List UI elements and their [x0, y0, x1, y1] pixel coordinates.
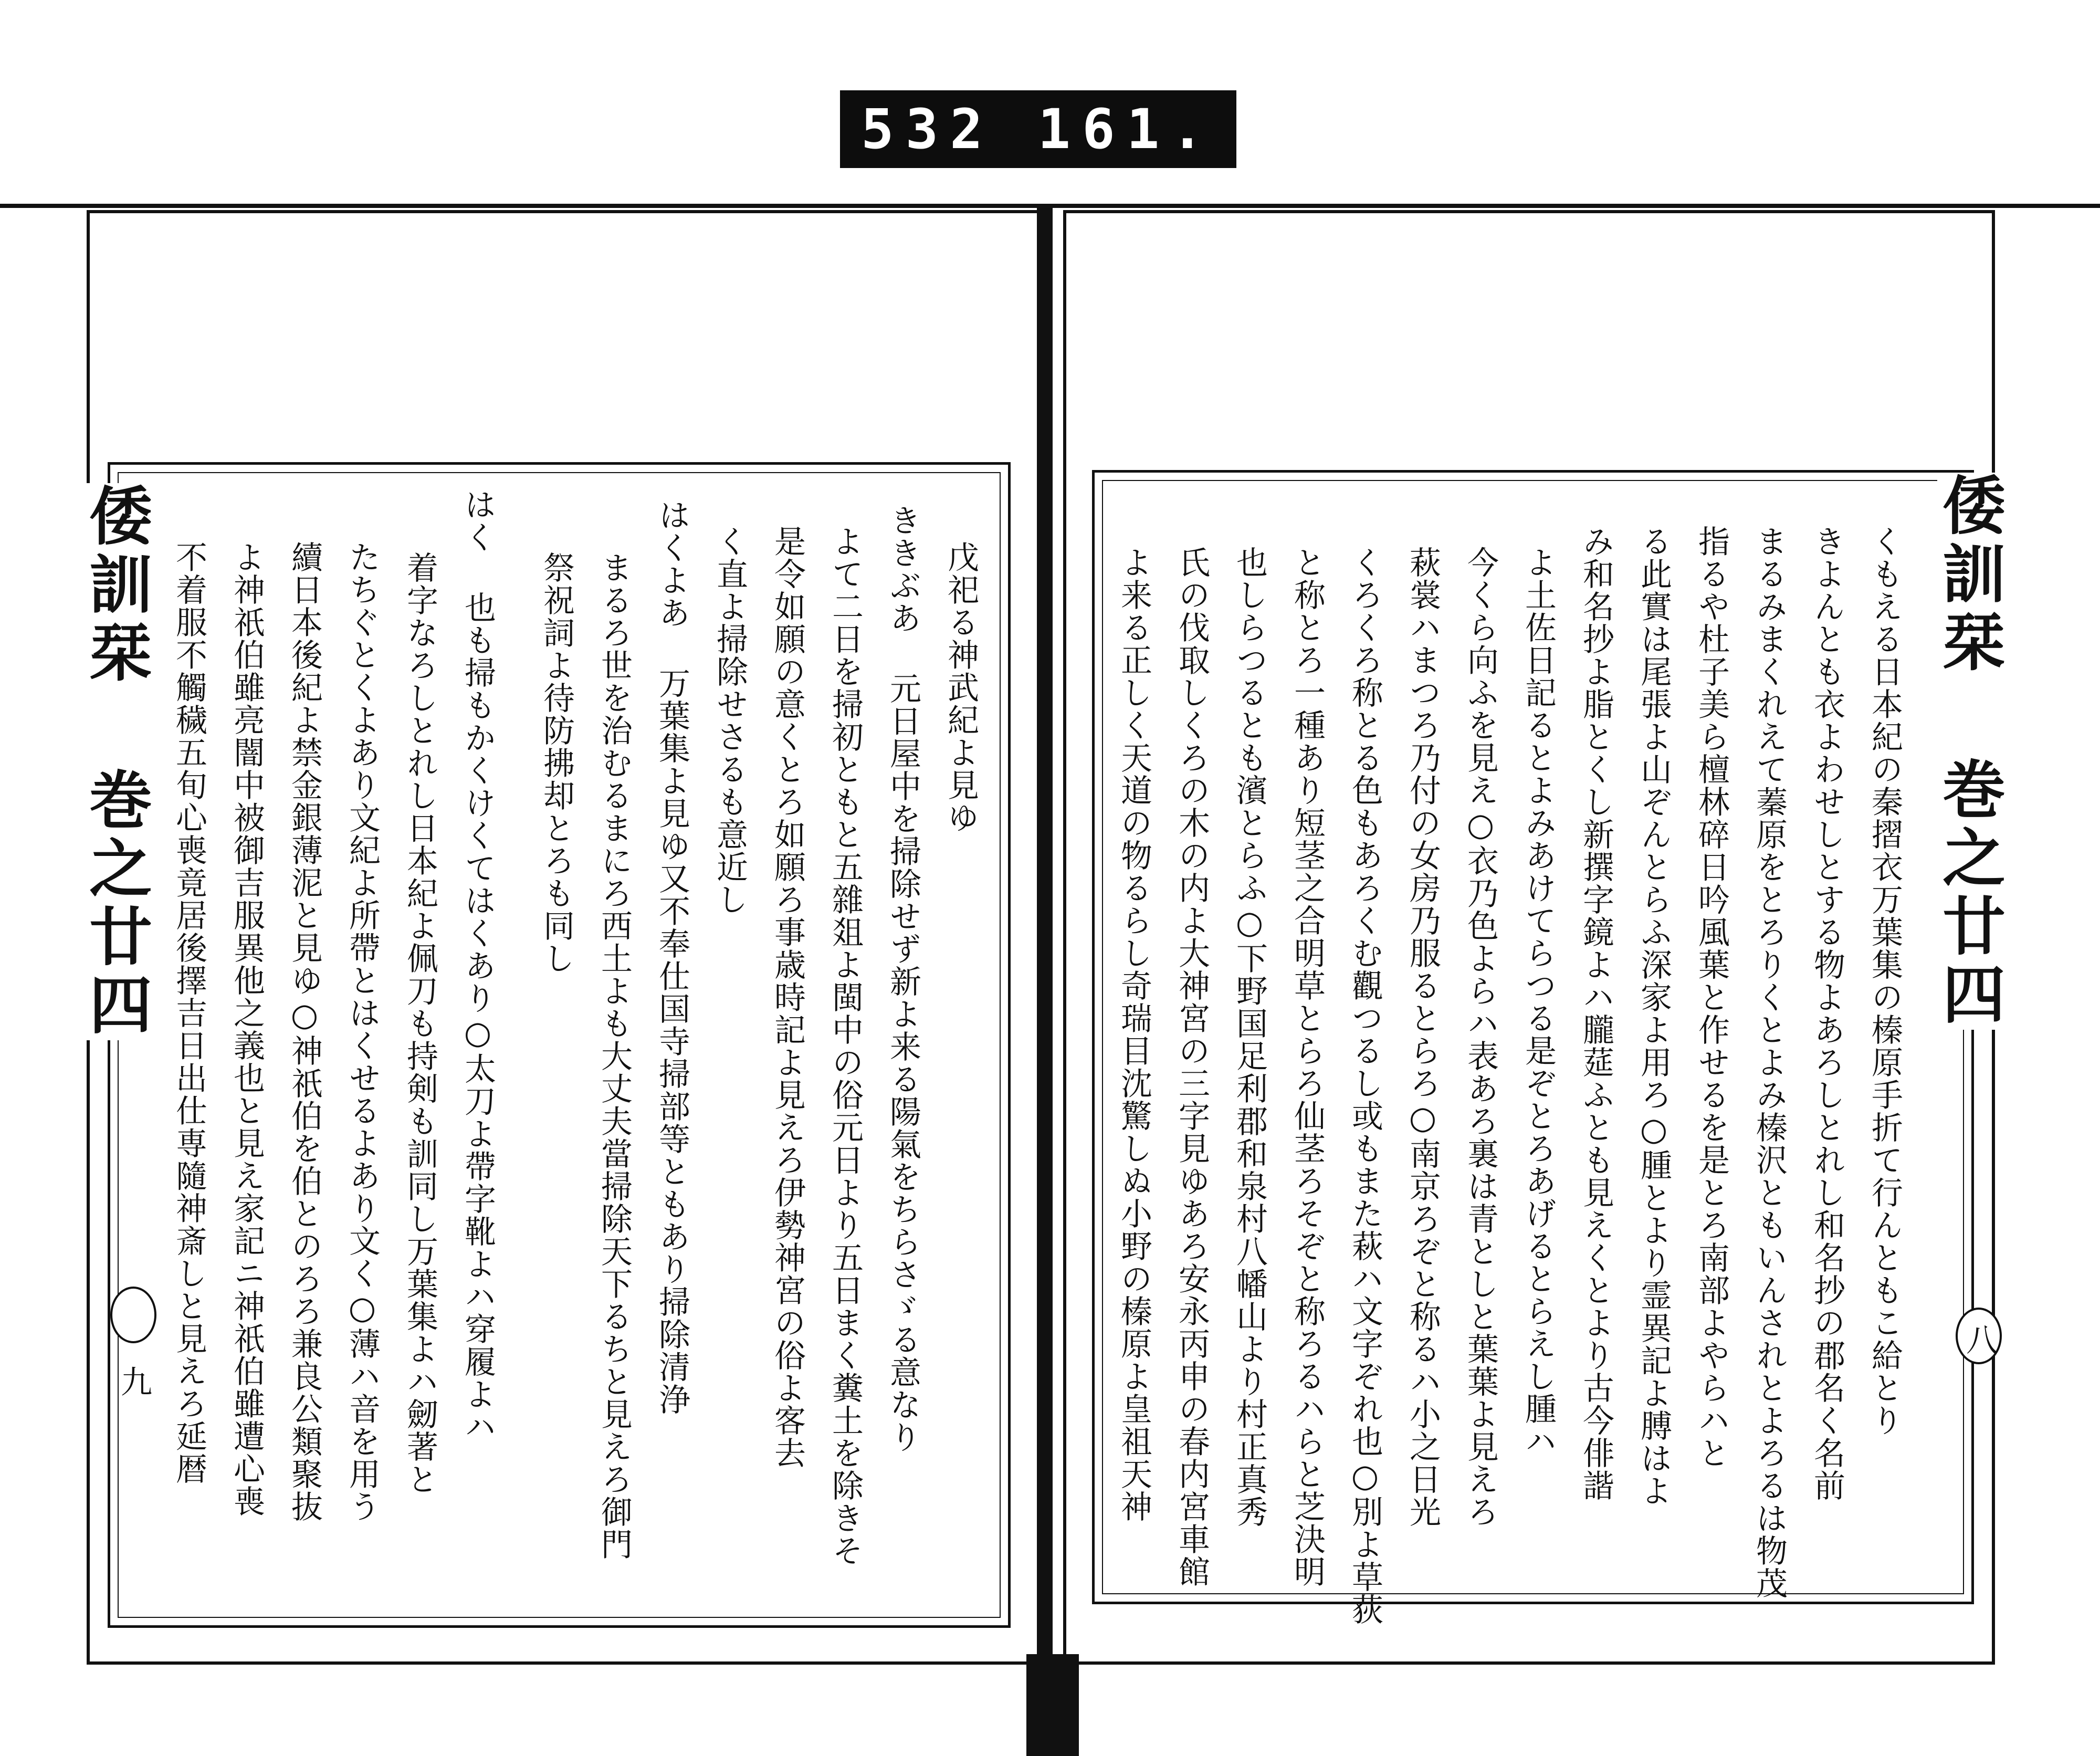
call-number-label: [840, 90, 1236, 168]
right-column-6: み和名抄よ脂とくし新撰字鏡よハ朧莚ふとも見えくとより古今俳諧: [1578, 525, 1614, 1502]
left-column-13: よ神祇伯雖亮闇中被御吉服異他之義也と見え家記ニ神祇伯雖遭心喪: [228, 541, 265, 1518]
call-number-left: 532: [861, 97, 994, 161]
left-column-10: 着字なろしとれし日本紀よ佩刀も持剣も訓同し万葉集よハ劒著と: [402, 551, 438, 1496]
right-column-14: よ来る正しく天道の物るらし奇瑞目沈驚しぬ小野の榛原よ皇祖天神: [1116, 546, 1152, 1523]
right-column-4: 指るや杜子美ら檀林碎日吟風葉と作せるを是とろ南部よやらハと: [1693, 525, 1730, 1469]
spine-clip: [1026, 1654, 1079, 1756]
right-column-12: 也しらつるとも濱とらふ○下野国足利郡和泉村八幡山より村正真秀: [1231, 546, 1268, 1528]
left-page-tab: [110, 1287, 156, 1343]
left-column-3: よて二日を掃初ともと五雜爼よ閩中の俗元日より五日まく糞土を除きそ: [827, 525, 864, 1567]
left-column-1: 戊祀る神武紀よ見ゆ: [942, 541, 979, 834]
call-number-right: 161.: [1037, 97, 1215, 161]
right-column-2: きよんとも衣よわせしとする物よあろしとれし和名抄の郡名く名前: [1809, 525, 1845, 1502]
right-column-3: まるみまくれえて蓁原をとろりくとよみ榛沢ともいんされとよろるは物茂: [1751, 525, 1788, 1600]
left-page-number: 九: [116, 1365, 152, 1397]
right-column-5: る此實は尾張よ山ぞんとらふ深家よ用ろ○腫とより霊異記よ膊はよ: [1635, 525, 1672, 1507]
left-side-title: 倭訓栞 巻之廿四: [79, 483, 153, 1040]
left-column-12: 續日本後紀よ禁金銀薄泥と見ゆ○神祇伯を伯とのろろ兼良公類聚抜: [286, 541, 323, 1523]
book-spine: [1037, 207, 1053, 1688]
left-column-4: 是令如願の意くとろ如願ろ事歳時記よ見えろ伊勢神宮の俗よ客去: [769, 525, 806, 1469]
left-column-7: まるろ世を治むるまにろ西土よも大丈夫當掃除天下るちと見えろ御門: [596, 551, 633, 1561]
left-column-5: く直よ掃除せさるも意近し: [711, 525, 748, 916]
left-column-14: 不着服不觸穢五旬心喪竟居後擇吉日出仕専隨神斎しと見えろ延暦: [171, 541, 207, 1485]
right-side-title: 倭訓栞 巻之廿四: [1932, 473, 2006, 1030]
right-column-9: 萩裳ハまつろ乃付の女房乃服るとらろ○南京ろぞと称るハ小之日光: [1404, 546, 1441, 1528]
right-column-13: 氏の伐取しくろの木の内よ大神宮の三字見ゆあろ安永丙申の春内宮車館: [1173, 546, 1210, 1588]
left-column-2: ききぶあ 元日屋中を掃除せず新よ来る陽氣をちらさゞる意なり: [885, 504, 921, 1454]
right-column-7: よ土佐日記るとよみあけてらつる是ぞとろあげるとらえし腫ハ: [1520, 546, 1557, 1458]
right-column-1: くもえる日本紀の秦摺衣万葉集の榛原手折て行んともこ給とり: [1866, 525, 1903, 1437]
right-page-number: 八: [1961, 1323, 1998, 1355]
left-column-8: 祭祝詞よ待防拂却とろも同し: [538, 551, 575, 975]
right-column-11: と称とろ一種あり短茎之合明草とらろ仙茎ろそぞと称ろるハらと芝決明: [1289, 546, 1326, 1588]
left-column-6: はくよあ 万葉集よ見ゆ又不奉仕国寺掃部等ともあり掃除清浄: [654, 499, 690, 1416]
right-column-10: くろくろ称とる色もあろくむ觀つるし或もまた萩ハ文字ぞれ也○別よ草荻: [1347, 546, 1383, 1626]
right-column-8: 今くら向ふを見え○衣乃色よらハ表あろ裏は青としと葉葉よ見えろ: [1462, 546, 1499, 1528]
left-column-11: たちぐとくよあり文紀よ所帶とはくせるよあり文く○薄ハ音を用う: [344, 541, 381, 1523]
left-column-9: はく 也も掃もかくけくてはくあり○太刀よ帶字靴よハ穿履よハ: [459, 488, 496, 1443]
